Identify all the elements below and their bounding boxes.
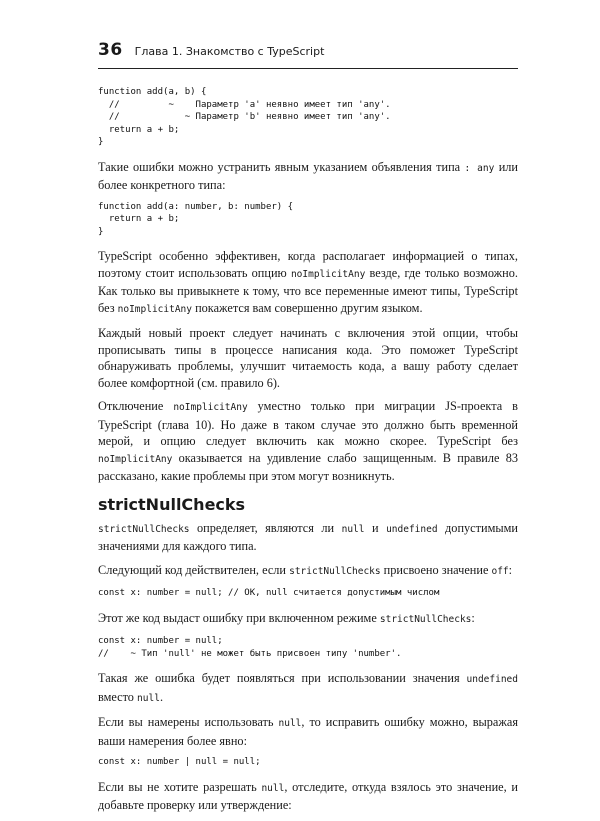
code-block-null-ok	[98, 587, 518, 600]
inline-code: noImplicitAny	[290, 268, 366, 280]
code-line: function add(a: number, b: number) {	[98, 201, 294, 212]
code-block-typed-add	[98, 201, 518, 239]
code-line: const x: number = null;	[98, 636, 223, 646]
code-line: function add(a, b) {	[98, 87, 207, 97]
inline-code: null	[137, 692, 160, 704]
paragraph-add-check: Если вы не хотите разрешать null, отследите, откуда взялось это значение, и добавьте проверку или утверждение:	[98, 779, 518, 812]
inline-code: off	[491, 565, 509, 577]
chapter-title: Глава 1. Знакомство с TypeScript	[134, 45, 325, 58]
inline-code: : any	[464, 162, 495, 174]
inline-code: noImplicitAny	[173, 402, 248, 413]
code-line: const x: number | null = null;	[98, 757, 261, 767]
code-line: return a + b;	[98, 124, 180, 135]
paragraph-typescript-effective: TypeScript особенно эффективен, когда располагает информацией о типах, поэтому стоит использовать опцию noImplicitAny везде, где только возможно. Как только вы привыкнете к тому, что все переменные имеют типы, TypeScript без noImplicitAny покажется вам совершенно другим языком.	[98, 249, 518, 315]
code-line: return a + b;	[98, 214, 180, 224]
page-header	[98, 40, 518, 69]
paragraph-explicit-type: Такие ошибки можно устранить явным указанием объявления типа : any или более конкретного типа:	[98, 159, 518, 192]
code-line: // ~ Параметр 'a' неявно имеет тип 'any'.	[98, 99, 391, 110]
page-body	[98, 86, 518, 821]
inline-code: strictNullChecks	[289, 565, 381, 577]
inline-code: noImplicitAny	[117, 303, 192, 315]
inline-code: null	[261, 782, 285, 794]
paragraph-disable-option: Отключение noImplicitAny уместно только при миграции JS-проекта в TypeScript (глава 10). Но даже в таком случае это должно быть временной мерой, и опцию следует включить как можно скорее. TypeScript без noImplicitAny оказывается на удивление слабо защищенным. В правиле 83 рассказано, какие проблемы при этом могут возникнуть.	[98, 399, 518, 483]
inline-code: strictNullChecks	[98, 523, 190, 535]
code-line: }	[98, 226, 104, 237]
inline-code: undefined	[466, 674, 518, 685]
inline-code: null	[341, 523, 365, 535]
code-block-null-error	[98, 635, 518, 660]
paragraph-undefined-error: Такая же ошибка будет появляться при использовании значения undefined вместо null.	[98, 671, 518, 704]
paragraph-valid-when-off: Следующий код действителен, если strictNullChecks присвоено значение off:	[98, 562, 513, 577]
section-heading: strictNullChecks	[98, 494, 246, 514]
code-line: // ~ Параметр 'b' неявно имеет тип 'any'.	[98, 112, 391, 122]
code-block-union-null	[98, 756, 518, 769]
code-line: }	[98, 137, 104, 147]
code-block-implicit-any	[98, 86, 518, 149]
page-number: 36	[98, 40, 123, 60]
paragraph-error-when-on: Этот же код выдаст ошибку при включенном режиме strictNullChecks:	[98, 610, 475, 625]
paragraph-strict-null-definition: strictNullChecks определяет, являются ли null и undefined допустимыми значениями для каждого типа.	[98, 520, 518, 553]
inline-code: null	[278, 718, 302, 729]
paragraph-new-project: Каждый новый проект следует начинать с включения этой опции, чтобы прописывать типы в процессе написания кода. Это поможет TypeScript обнаруживать проблемы, улучшит читаемость кода, а вашу работу сделает более комфортной (см. правило 6).	[98, 326, 518, 390]
code-line: // ~ Тип 'null' не может быть присвоен типу 'number'.	[98, 648, 402, 659]
inline-code: noImplicitAny	[98, 453, 173, 465]
inline-code: strictNullChecks	[379, 613, 472, 625]
code-line: const x: number = null; // OK, null считается допустимым числом	[98, 588, 440, 598]
inline-code: undefined	[386, 523, 438, 535]
paragraph-explicit-null: Если вы намерены использовать null, то исправить ошибку можно, выражая ваши намерения более явно:	[98, 715, 518, 748]
